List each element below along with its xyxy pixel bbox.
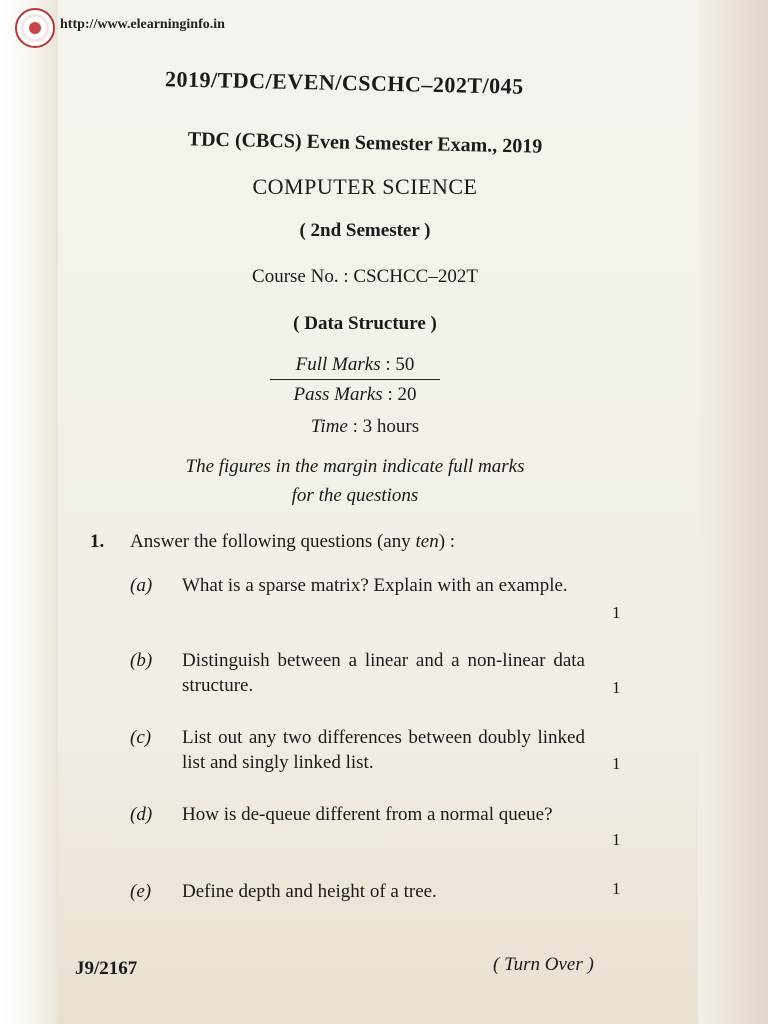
site-url[interactable]: http://www.elearninginfo.in bbox=[60, 17, 225, 32]
footer-code: J9/2167 bbox=[75, 958, 138, 979]
marks-block bbox=[270, 353, 440, 407]
marks-1d: 1 bbox=[612, 830, 621, 849]
pass-marks: Pass Marks : 20 bbox=[293, 384, 417, 405]
course-number: Course No. : CSCHCC–202T bbox=[252, 266, 478, 287]
marks-divider bbox=[270, 379, 440, 380]
semester-label: ( 2nd Semester ) bbox=[299, 220, 431, 241]
marks-1b: 1 bbox=[612, 678, 621, 697]
marks-1c: 1 bbox=[612, 754, 621, 773]
question-1c: (c) List out any two differences between doubly linked list and singly linked list. bbox=[130, 727, 585, 773]
marks-1a: 1 bbox=[612, 603, 621, 622]
paper-title: ( Data Structure ) bbox=[293, 313, 437, 334]
question-1e: (e) Define depth and height of a tree. bbox=[130, 881, 437, 902]
site-logo-icon bbox=[15, 8, 55, 48]
question-1d: (d) How is de-queue different from a normal queue? bbox=[130, 804, 553, 825]
paper-code: 2019/TDC/EVEN/CSCHC–202T/045 bbox=[164, 66, 524, 99]
question-1a: (a) What is a sparse matrix? Explain with an example. bbox=[130, 575, 568, 596]
turn-over-label: ( Turn Over ) bbox=[493, 954, 594, 975]
full-marks: Full Marks : 50 bbox=[295, 354, 415, 375]
marks-1e: 1 bbox=[612, 879, 621, 898]
question-1b: (b) Distinguish between a linear and a non-linear data structure. bbox=[130, 650, 585, 696]
question-1-stem: 1. Answer the following questions (any ten) : bbox=[90, 531, 456, 552]
scan-left-margin bbox=[0, 0, 58, 1024]
exam-title: TDC (CBCS) Even Semester Exam., 2019 bbox=[187, 128, 543, 158]
scan-right-margin bbox=[698, 0, 768, 1024]
instructions: The figures in the margin indicate full marks for the questions bbox=[185, 456, 525, 506]
time-allowed: Time : 3 hours bbox=[310, 416, 420, 437]
subject-title: COMPUTER SCIENCE bbox=[252, 174, 478, 199]
